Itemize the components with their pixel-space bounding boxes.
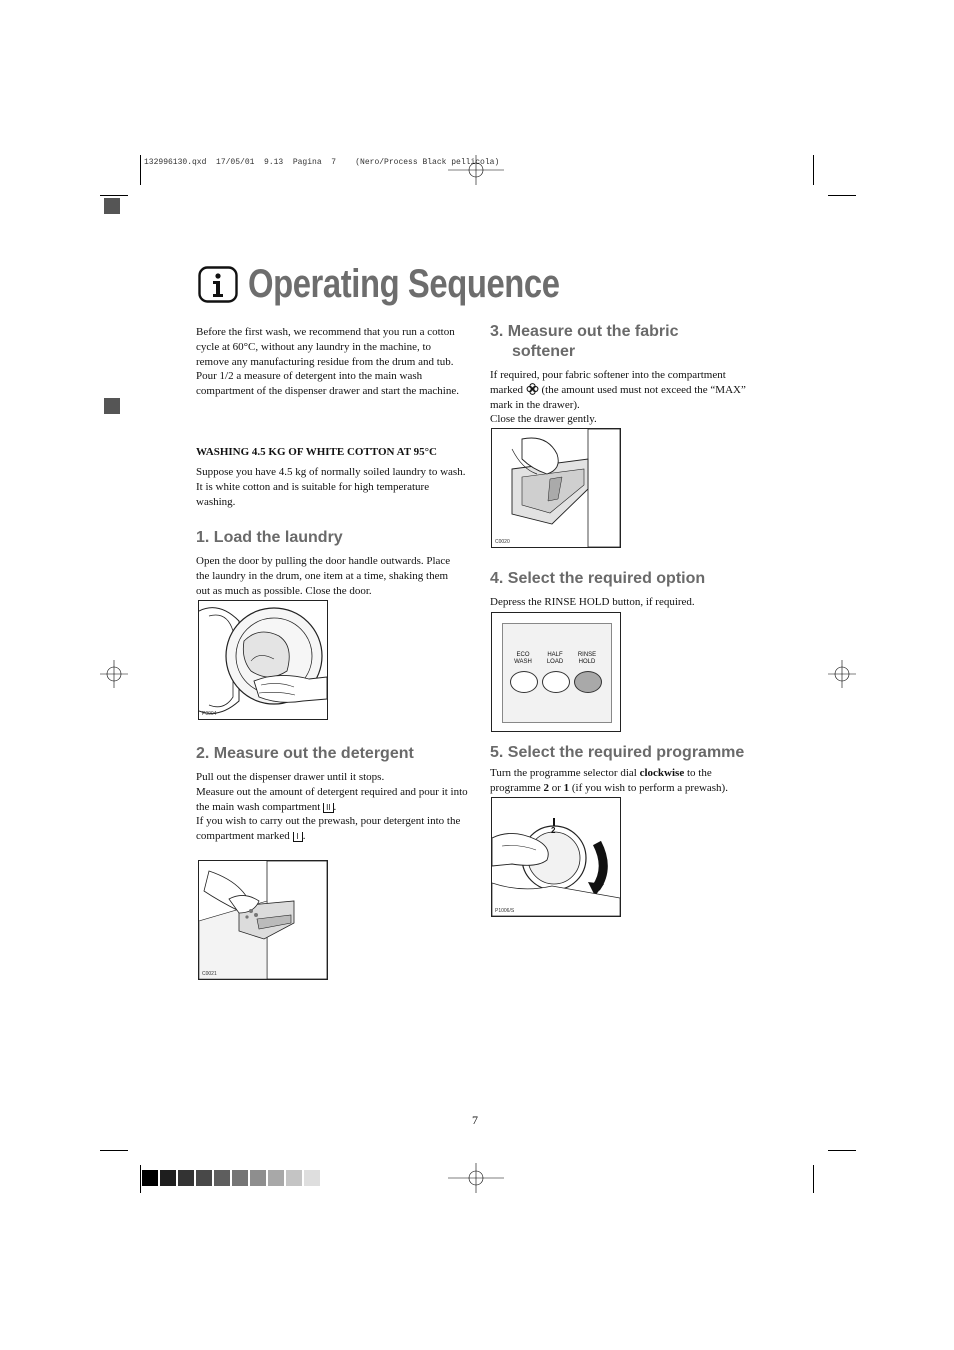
- intro-text: [196, 325, 466, 399]
- color-swatch: [268, 1170, 284, 1186]
- step-3-heading: [490, 322, 679, 362]
- figure-code: C0021: [202, 971, 217, 977]
- crop-mark: [828, 1150, 856, 1151]
- color-swatch: [286, 1170, 302, 1186]
- softener-flower-icon: [526, 383, 539, 395]
- main-wash-compartment-icon: II: [323, 803, 333, 813]
- step-5-bold: 1: [563, 781, 570, 794]
- crop-mark: [100, 1150, 128, 1151]
- step-2-text-c: If you wish to carry out the prewash, pour detergent into the compartment marked: [196, 815, 461, 843]
- info-icon: [198, 266, 238, 304]
- registration-mark-icon: [828, 660, 856, 688]
- step-3-heading-line: 3. Measure out the fabric: [490, 323, 679, 340]
- step-5-text-c: or: [548, 781, 564, 794]
- step-3-heading-line: softener: [512, 343, 576, 360]
- figure-programme-dial: [491, 797, 621, 917]
- figure-code: P0004: [202, 711, 217, 717]
- step-4-heading: 4. Select the required option: [490, 570, 706, 587]
- dial-mark: 2: [551, 826, 556, 835]
- crop-mark: [100, 195, 128, 196]
- color-swatch: [232, 1170, 248, 1186]
- prewash-compartment-icon: I: [293, 832, 303, 842]
- color-swatch: [178, 1170, 194, 1186]
- step-2-text-d: .: [302, 830, 306, 843]
- step-5-text-a: Turn the programme selector dial: [490, 767, 640, 779]
- step-5-text-b: to the programme: [490, 767, 712, 794]
- crop-mark: [813, 1165, 814, 1193]
- step-3-paragraph: [490, 368, 752, 412]
- half-load-button[interactable]: [542, 671, 570, 693]
- intro-paragraph: Pour 1/2 a measure of detergent into the main wash compartment of the dispenser drawer and start the machine.: [196, 370, 459, 398]
- registration-mark-icon: [448, 1163, 504, 1193]
- step-2-paragraph: [196, 785, 468, 815]
- step-3-text-a: If required, pour fabric softener into the compartment marked: [490, 369, 726, 396]
- color-swatch: [214, 1170, 230, 1186]
- figure-load-laundry: [198, 600, 328, 720]
- color-swatch: [196, 1170, 212, 1186]
- eco-wash-button[interactable]: [510, 671, 538, 693]
- step-5-heading: 5. Select the required programme: [490, 744, 745, 761]
- step-5-text: [490, 766, 762, 796]
- softener-drawer-illustration: [492, 429, 620, 547]
- example-text: Suppose you have 4.5 kg of normally soiled laundry to wash. It is white cotton and is suitable for high temperature washing.: [196, 466, 466, 508]
- crop-mark: [813, 155, 814, 185]
- crop-mark: [140, 155, 141, 185]
- color-swatch: [250, 1170, 266, 1186]
- step-5-text-d: (if you wish to perform a prewash).: [569, 781, 728, 794]
- example-heading: WASHING 4.5 KG OF WHITE COTTON AT 95°C: [196, 446, 437, 458]
- printer-slug: 132996130.qxd 17/05/01 9.13 Pagina 7 (Nero/Process Black pellicola): [144, 158, 500, 167]
- step-2-heading: 2. Measure out the detergent: [196, 745, 414, 762]
- step-3-paragraph: Close the drawer gently.: [490, 413, 597, 426]
- intro-paragraph: Before the first wash, we recommend that you run a cotton cycle at 60°C, without any laundry in the machine, to remove any manufacturing residue from the drum and tub.: [196, 326, 455, 368]
- margin-marker: [104, 398, 120, 414]
- step-2-text: [196, 770, 468, 844]
- registration-mark-icon: [100, 660, 128, 688]
- step-2-paragraph: [196, 814, 468, 844]
- button-label-eco-wash: ECO WASH: [514, 652, 532, 665]
- color-swatch: [304, 1170, 320, 1186]
- rinse-hold-button[interactable]: [574, 671, 602, 693]
- crop-mark: [140, 1165, 141, 1193]
- step-4-text: Depress the RINSE HOLD button, if required.: [490, 596, 695, 608]
- figure-option-buttons: [491, 612, 621, 732]
- dispenser-drawer-illustration: [199, 861, 327, 979]
- figure-code: P1006/S: [495, 908, 515, 914]
- control-panel: [502, 623, 612, 723]
- step-2-paragraph: Pull out the dispenser drawer until it stops.: [196, 771, 385, 783]
- step-3-text-b: (the amount used must not exceed the “MAX” mark in the drawer).: [490, 383, 746, 411]
- button-label-half-load: HALF LOAD: [546, 652, 564, 665]
- page-title: Operating Sequence: [248, 262, 560, 306]
- step-2-text-b: .: [333, 800, 337, 813]
- washing-machine-door-illustration: [199, 601, 327, 719]
- step-5-bold: clockwise: [639, 767, 685, 779]
- programme-dial-illustration: [492, 798, 620, 916]
- step-2-text-a: Measure out the amount of detergent required and pour it into the main wash compartment: [196, 785, 468, 813]
- page-title-block: [198, 262, 628, 307]
- step-3-text: [490, 368, 752, 427]
- figure-softener: [491, 428, 621, 548]
- button-label-rinse-hold: RINSE HOLD: [577, 652, 597, 665]
- figure-code: C0020: [495, 539, 510, 545]
- page-number: 7: [472, 1113, 478, 1127]
- figure-detergent: [198, 860, 328, 980]
- step-1-text: Open the door by pulling the door handle outwards. Place the laundry in the drum, one item at a time, shaking them out as much as possible. Close the door.: [196, 555, 451, 597]
- margin-marker: [104, 198, 120, 214]
- color-swatch: [160, 1170, 176, 1186]
- step-1-heading: 1. Load the laundry: [196, 529, 343, 546]
- color-swatch: [142, 1170, 158, 1186]
- crop-mark: [828, 195, 856, 196]
- registration-mark-icon: [448, 155, 504, 185]
- step-5-bold: 2: [543, 781, 549, 794]
